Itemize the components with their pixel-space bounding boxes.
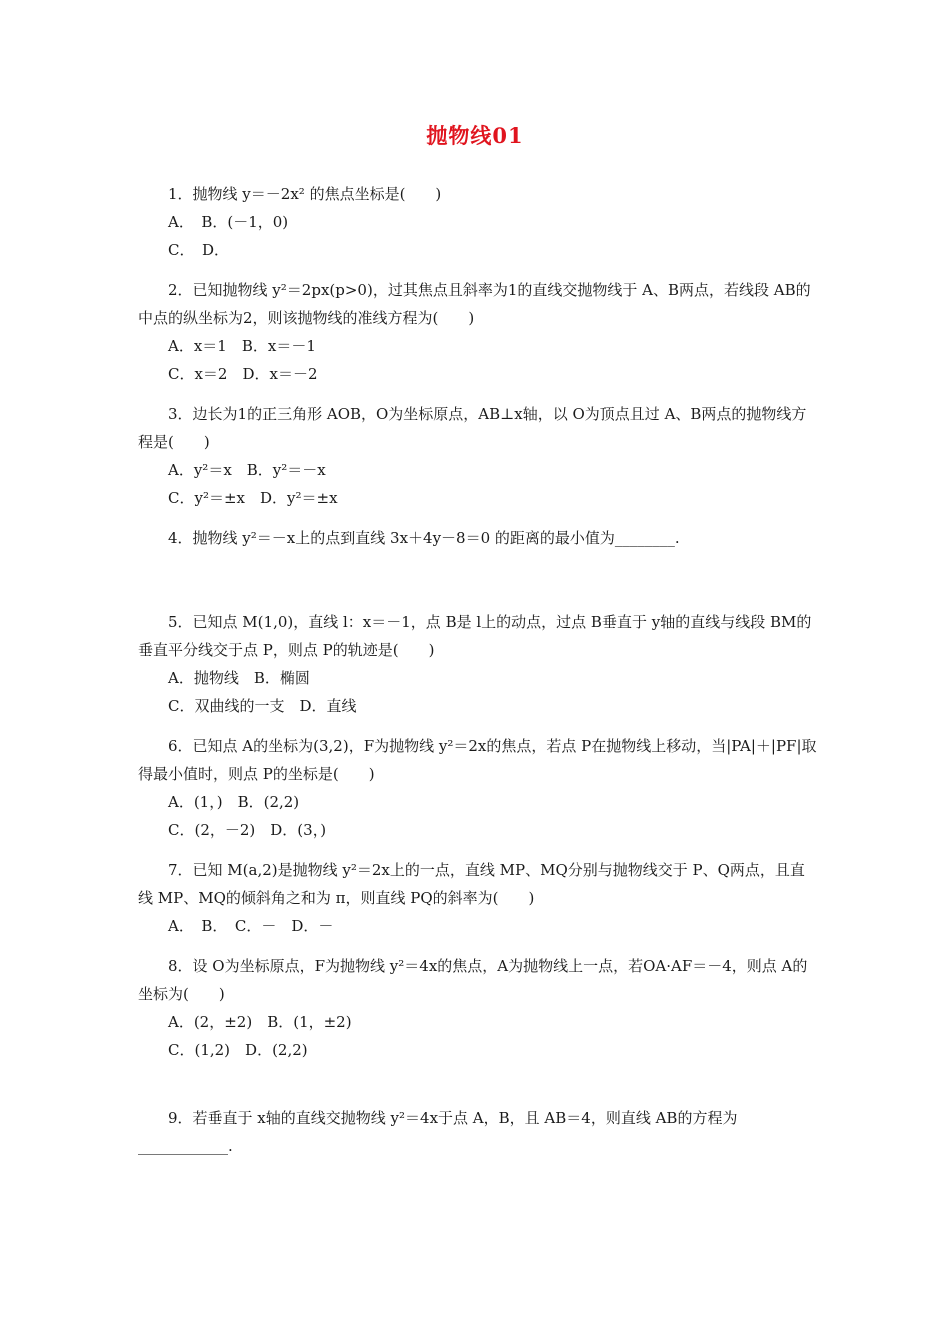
question-options-line: A．抛物线 B．椭圆 (168, 669, 310, 687)
page-title: 抛物线01 (426, 123, 524, 148)
question-stem: 3．边长为1的正三角形 AOB，O为坐标原点，AB⊥x轴，以 O为顶点且过 A、B两点的抛物线方程是( ) (138, 405, 807, 451)
question-options-line: C．(1,2) D．(2,2) (168, 1041, 308, 1059)
question-9 (138, 1104, 818, 1160)
question-options-line: A．(2，±2) B．(1，±2) (168, 1013, 352, 1031)
question-options-line: A． B． C．－ D．－ (168, 917, 334, 935)
question-stem: 2．已知抛物线 y²＝2px(p>0)，过其焦点且斜率为1的直线交抛物线于 A、B两点，若线段 AB的中点的纵坐标为2，则该抛物线的准线方程为( ) (138, 281, 811, 327)
question-stem: 7．已知 M(a,2)是抛物线 y²＝2x上的一点，直线 MP、MQ分别与抛物线交于 P、Q两点，且直线 MP、MQ的倾斜角之和为 π，则直线 PQ的斜率为( ) (138, 861, 805, 907)
question-options-line: A． B．(－1，0) (168, 213, 289, 231)
question-options-line: A．y²＝x B．y²＝－x (168, 461, 326, 479)
question-options-line: C．y²＝±x D．y²＝±x (168, 489, 338, 507)
question-options-line: C．(2，－2) D．(3，) (168, 821, 327, 839)
question-stem: 6．已知点 A的坐标为(3,2)，F为抛物线 y²＝2x的焦点，若点 P在抛物线上移动，当|PA|＋|PF|取得最小值时，则点 P的坐标是( ) (138, 737, 817, 783)
question-options-line: C．双曲线的一支 D．直线 (168, 697, 357, 715)
question-list (138, 180, 818, 1160)
question-options-line: A．(1，) B．(2,2) (168, 793, 300, 811)
question-stem: 9．若垂直于 x轴的直线交抛物线 y²＝4x于点 A，B，且 AB＝4，则直线 AB的方程为____________. (138, 1109, 738, 1155)
question-options-line: C．x＝2 D．x＝－2 (168, 365, 318, 383)
question-7 (138, 856, 818, 940)
question-4 (138, 524, 818, 552)
question-options-line: A．x＝1 B．x＝－1 (168, 337, 316, 355)
question-5 (138, 608, 818, 720)
question-1 (138, 180, 818, 264)
question-8 (138, 952, 818, 1064)
question-stem: 8．设 O为坐标原点，F为抛物线 y²＝4x的焦点，A为抛物线上一点，若OA·AF＝－4，则点 A的坐标为( ) (138, 957, 808, 1003)
question-stem: 4．抛物线 y²＝－x上的点到直线 3x＋4y－8＝0 的距离的最小值为________. (168, 529, 680, 547)
question-6 (138, 732, 818, 844)
question-stem: 5．已知点 M(1,0)，直线 l：x＝－1，点 B是 l上的动点，过点 B垂直于 y轴的直线与线段 BM的垂直平分线交于点 P，则点 P的轨迹是( ) (138, 613, 812, 659)
question-stem: 1．抛物线 y＝－2x² 的焦点坐标是( ) (168, 185, 442, 203)
question-2 (138, 276, 818, 388)
question-3 (138, 400, 818, 512)
question-options-line: C． D． (168, 241, 230, 259)
